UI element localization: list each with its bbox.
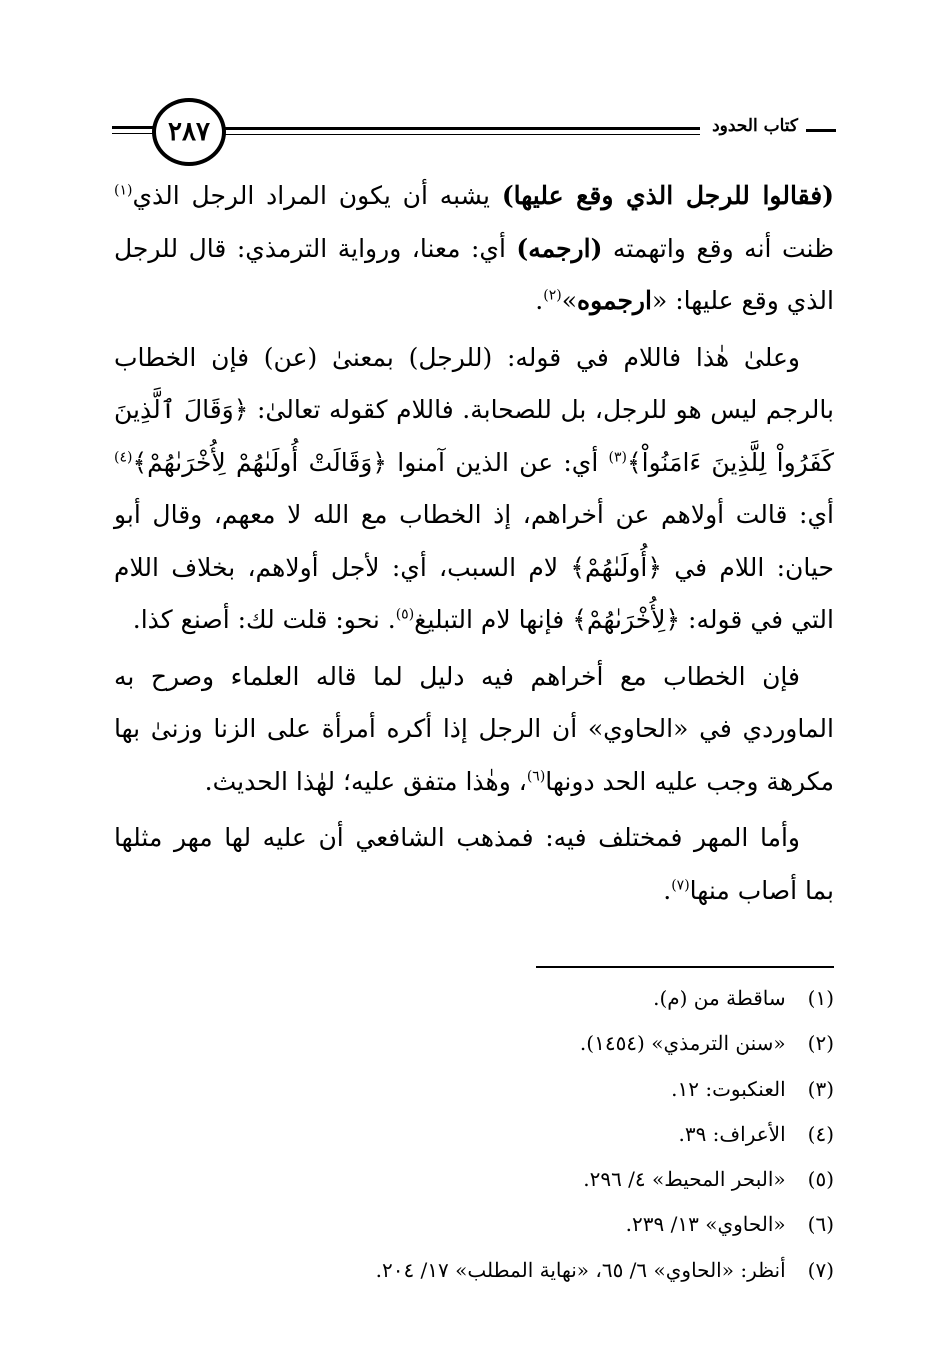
footnote-text: ساقطة من (م). xyxy=(653,986,786,1010)
footnote-ref: (١) xyxy=(114,182,133,199)
footnote-ref: (٦) xyxy=(526,768,546,785)
footnote-item xyxy=(114,1248,834,1293)
footnote-item xyxy=(114,1112,834,1157)
header-rule-middle xyxy=(224,127,700,130)
footnote-number: (٢) xyxy=(807,1031,834,1056)
footnote-item xyxy=(114,1202,834,1247)
footnotes xyxy=(114,976,834,1293)
paragraph xyxy=(114,812,834,917)
footnote-number: (٣) xyxy=(807,1076,834,1101)
main-text xyxy=(114,170,834,921)
paragraph xyxy=(114,170,834,328)
footnote-text: «الحاوي» ١٣/ ٢٣٩. xyxy=(625,1212,786,1237)
page-header xyxy=(108,96,836,166)
paragraph xyxy=(114,332,834,647)
text-segment: فإن الخطاب مع أخراهم فيه دليل لما قاله العلماء وصرح به الماوردي في «الحاوي» أن الرجل إذا أكره أمرأة على الزنا وزنىٰ بها مكرهة وجب عليه الحد دونها xyxy=(114,661,834,796)
footnote-number: (٧) xyxy=(807,1257,834,1282)
footnote-ref: (٤) xyxy=(114,449,133,466)
text-segment: » xyxy=(561,286,578,315)
header-rule-middle-thin xyxy=(224,134,700,135)
text-segment: وعلىٰ هٰذا فاللام في قوله: (للرجل) بمعنىٰ (عن) فإن الخطاب بالرجم ليس هو للرجل، بل للصحابة. فاللام كقوله تعالىٰ: ﴿وَقَالَ ٱلَّذِينَ كَفَرُواْ لِلَّذِينَ ءَامَنُواْ﴾ xyxy=(114,342,835,477)
text-segment: (فقالوا للرجل الذي وقع عليها) xyxy=(501,181,834,210)
text-segment: . xyxy=(535,286,544,315)
header-rule-right xyxy=(806,129,836,132)
footnote-item xyxy=(114,976,834,1021)
text-segment: . نحو: قلت لك: أصنع كذا. xyxy=(132,605,396,634)
text-segment: ، وهٰذا متفق عليه؛ لهٰذا الحديث. xyxy=(204,766,527,796)
text-segment: . xyxy=(663,875,672,905)
footnote-number: (١) xyxy=(807,986,834,1010)
header-rule-left xyxy=(112,126,158,129)
page-number: ٢٨٧ xyxy=(168,117,210,147)
footnote-text: «سنن الترمذي» (١٤٥٤). xyxy=(579,1031,786,1056)
text-segment: أي: معنا، ورواية الترمذي: قال للرجل الذي وقع عليها: « xyxy=(114,233,834,315)
footnote-item xyxy=(114,1021,834,1066)
footnote-text: العنكبوت: ١٢. xyxy=(671,1076,786,1101)
page-number-badge xyxy=(152,98,226,166)
book-title: كتاب الحدود xyxy=(712,116,798,136)
text-segment: (ارجمه) xyxy=(516,233,603,263)
paragraph xyxy=(114,651,834,809)
footnote-text: الأعراف: ٣٩. xyxy=(678,1121,786,1146)
text-segment: يشبه أن يكون المراد الرجل الذي xyxy=(132,181,502,210)
footnote-item xyxy=(114,1067,834,1112)
footnote-number: (٥) xyxy=(807,1167,834,1192)
text-segment: أي: قالت أولاهم عن أخراهم، إذ الخطاب مع الله لا معهم، وقال أبو حيان: اللام في ﴿أُولَىٰهُمْ﴾ لام السبب، أي: لأجل أولاهم، بخلاف اللام التي في قوله: ﴿لِأُخْرَىٰهُمْ﴾ فإنها لام التبليغ xyxy=(114,500,834,634)
text-segment: أي: عن الذين آمنوا ﴿وَقَالَتْ أُولَىٰهُمْ لِأُخْرَىٰهُمْ﴾ xyxy=(132,447,609,477)
footnote-ref: (٧) xyxy=(671,877,690,894)
footnote-text: «البحر المحيط» ٤/ ٢٩٦. xyxy=(583,1167,786,1192)
footnote-text: أنظر: «الحاوي» ٦/ ٦٥، «نهاية المطلب» ١٧/ ٢٠٤. xyxy=(375,1257,786,1282)
footnote-ref: (٣) xyxy=(608,449,628,466)
footnote-number: (٦) xyxy=(807,1212,834,1237)
footnote-ref: (٢) xyxy=(543,287,562,304)
text-segment: وأما المهر فمختلف فيه: فمذهب الشافعي أن عليه لها مهر مثلها بما أصاب منها xyxy=(114,823,834,905)
footnote-separator xyxy=(536,966,834,968)
footnote-item xyxy=(114,1157,834,1202)
text-segment: ارجموه xyxy=(577,286,652,315)
footnote-ref: (٥) xyxy=(395,606,415,623)
footnote-number: (٤) xyxy=(807,1121,834,1146)
text-segment: ظنت أنه وقع واتهمته xyxy=(602,233,834,263)
